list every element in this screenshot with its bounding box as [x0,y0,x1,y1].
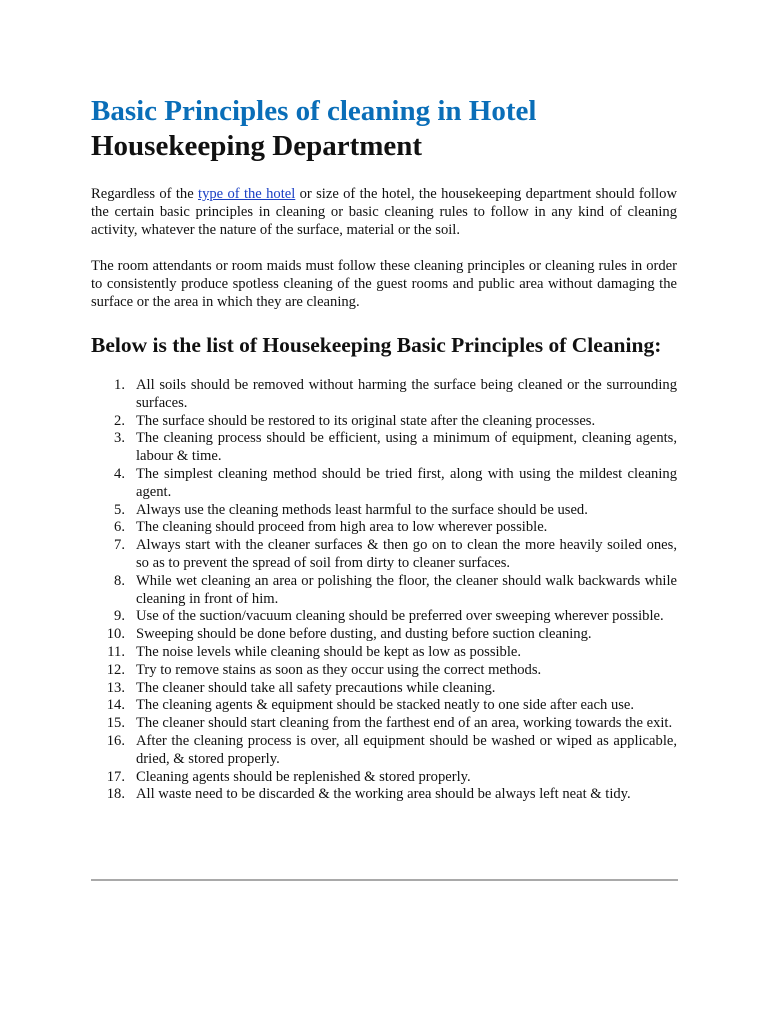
list-item [91,644,677,662]
list-item [91,573,677,609]
horizontal-divider [91,879,678,881]
list-item [91,466,677,502]
list-item-text: The surface should be restored to its original state after the cleaning processes. [136,412,596,429]
list-item-text: The simplest cleaning method should be tried first, along with using the mildest cleaning agent. [136,465,677,500]
page-title [91,94,677,164]
list-item-number: 11. [107,643,125,660]
list-item [91,786,677,804]
room-attendants-paragraph: The room attendants or room maids must follow these cleaning principles or cleaning rules in order to consistently produce spotless cleaning of the guest rooms and public area without damaging the surface or the area in which they are cleaning. [91,258,677,310]
list-item-text: The cleaning should proceed from high area to low wherever possible. [136,519,548,536]
title-line-1: Basic Principles of cleaning in Hotel [91,95,537,127]
list-item-text: The cleaner should start cleaning from the farthest end of an area, working towards the exit. [136,715,673,732]
list-item [91,537,677,573]
list-item-text: Sweeping should be done before dusting, and dusting before suction cleaning. [136,626,592,643]
list-item-text: The cleaning process should be efficient, using a minimum of equipment, cleaning agents, labour & time. [136,430,677,465]
list-item-text: While wet cleaning an area or polishing the floor, the cleaner should walk backwards while cleaning in front of him. [136,572,677,607]
list-item-number: 17. [106,768,125,785]
list-item-number: 1. [114,377,125,393]
list-item-text: Cleaning agents should be replenished & stored properly. [136,768,471,785]
list-item-text: The noise levels while cleaning should be kept as low as possible. [136,643,522,660]
list-item [91,680,677,698]
principles-list [91,377,677,804]
list-item [91,413,677,431]
list-item-text: The cleaning agents & equipment should be stacked neatly to one side after each use. [136,697,635,714]
list-item-text: Always start with the cleaner surfaces & then go on to clean the more heavily soiled ones, so as to prevent the spread of soil from dirty to cleaner surfaces. [136,537,677,571]
list-item-number: 4. [114,465,125,482]
list-item [91,519,677,537]
list-item-text: Always use the cleaning methods least harmful to the surface should be used. [136,501,588,518]
list-item-text: The cleaner should take all safety precautions while cleaning. [136,679,496,696]
intro-paragraph [91,185,677,239]
list-item-number: 8. [114,572,125,589]
list-item-text: Use of the suction/vacuum cleaning should be preferred over sweeping wherever possible. [136,608,664,625]
list-item-number: 10. [106,626,125,643]
title-line-2: Housekeeping Department [91,130,423,162]
list-item [91,715,677,733]
list-item-number: 12. [106,661,125,678]
list-item-number: 6. [114,519,125,536]
list-item [91,502,677,520]
type-of-hotel-link[interactable]: type of the hotel [198,186,296,202]
list-item-number: 15. [106,715,125,732]
list-item [91,697,677,715]
list-item-text: All waste need to be discarded & the working area should be always left neat & tidy. [136,786,631,803]
list-item-number: 5. [114,501,125,518]
list-item [91,430,677,466]
list-item [91,608,677,626]
list-item-text: Try to remove stains as soon as they occur using the correct methods. [136,661,542,678]
intro-text-before-link: Regardless of the [91,186,199,202]
list-item [91,769,677,787]
list-item-text: All soils should be removed without harming the surface being cleaned or the surrounding surfaces. [136,377,677,411]
intro-text-after-link: or size of the hotel, the housekeeping department should follow the certain basic principles in cleaning or basic cleaning rules to follow in any kind of cleaning activity, whatever the nature of the surface, material or the soil. [91,186,677,238]
list-item [91,733,677,769]
list-item-number: 9. [114,608,125,625]
list-item-text: After the cleaning process is over, all equipment should be washed or wiped as applicable, dried, & stored properly. [136,732,677,767]
list-item-number: 2. [114,412,125,429]
list-heading: Below is the list of Housekeeping Basic Principles of Cleaning: [91,333,662,357]
list-item [91,626,677,644]
list-item-number: 14. [106,697,125,714]
list-item [91,377,677,413]
list-item-number: 18. [106,786,125,803]
list-item-number: 16. [106,732,125,749]
list-item-number: 13. [106,679,125,696]
list-item-number: 3. [114,430,125,447]
list-item [91,662,677,680]
document-page [91,94,677,804]
list-item-number: 7. [114,537,125,554]
